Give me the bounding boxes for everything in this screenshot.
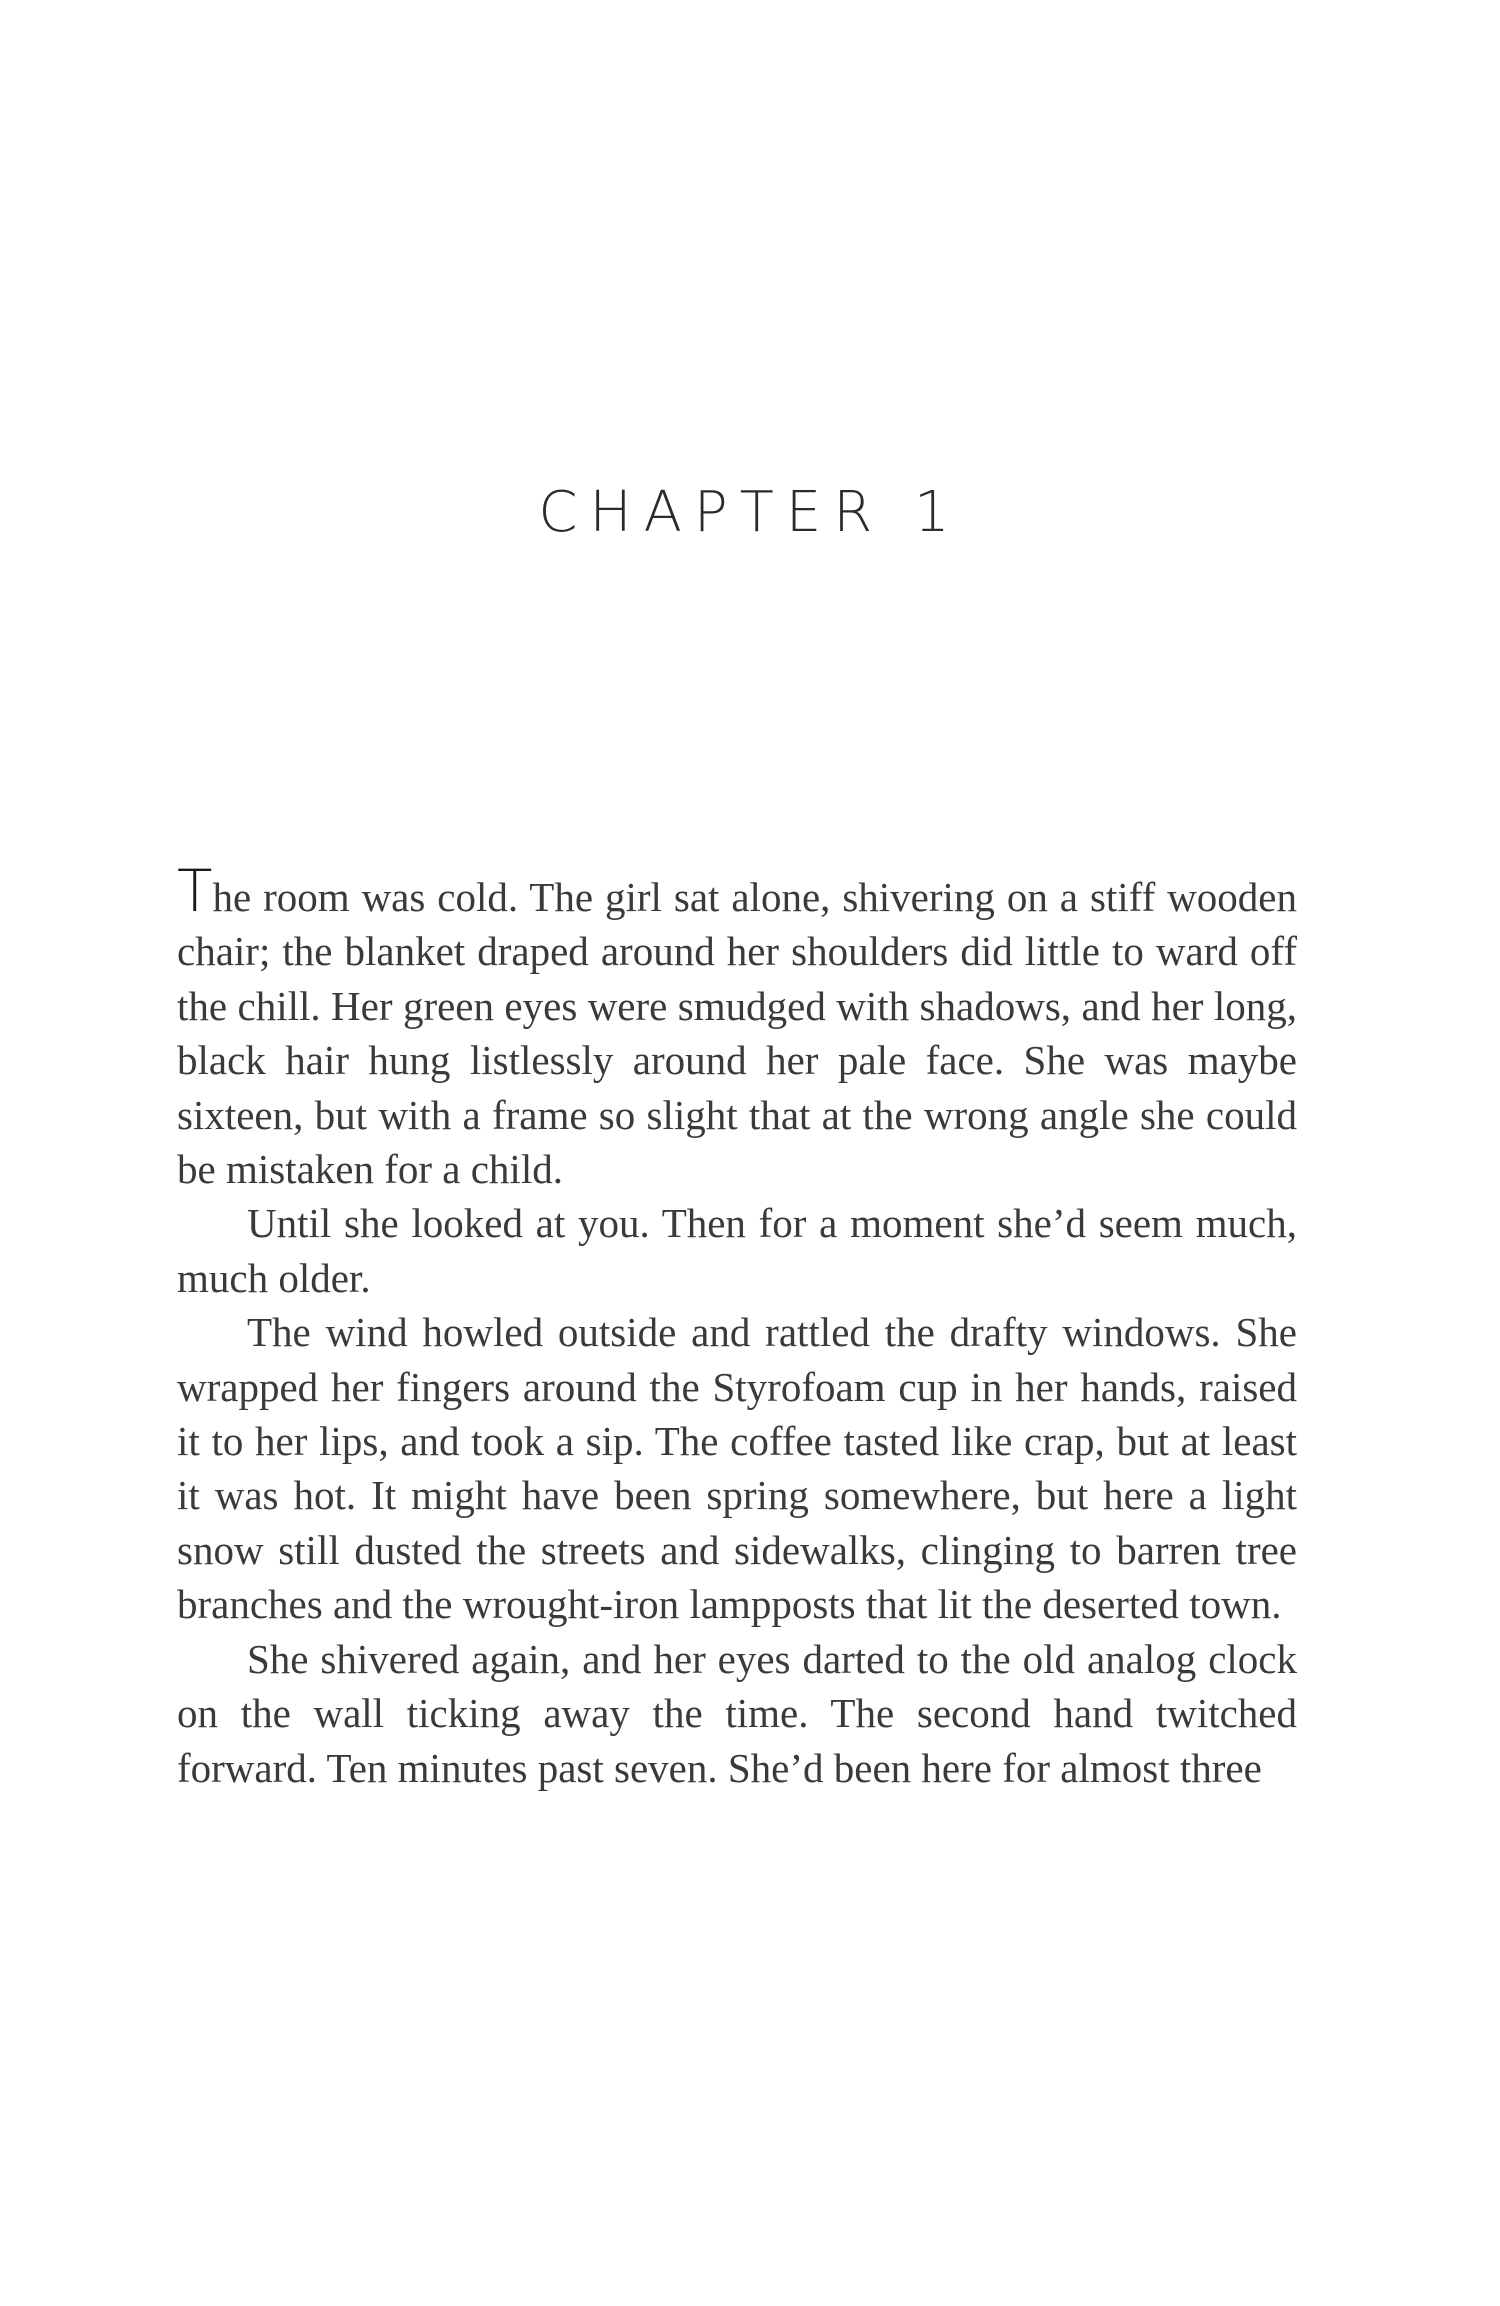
chapter-label: CHAPTER: [538, 480, 885, 545]
paragraph-1: [177, 857, 1297, 1196]
paragraph-2: Until she looked at you. Then for a moment she’d seem much, much older.: [177, 1200, 1297, 1301]
chapter-number: 1: [913, 480, 962, 545]
chapter-body: [177, 857, 1297, 1795]
paragraph-3: The wind howled outside and rattled the drafty windows. She wrapped her fingers around the Styrofoam cup in her hands, raised it to her lips, and took a sip. The coffee tasted like crap, but at least it was hot. It might have been spring somewhere, but here a light snow still dusted the streets and sidewalks, clinging to barren tree branches and the wrought-iron lampposts that lit the deserted town.: [177, 1309, 1297, 1628]
paragraph-4: She shivered again, and her eyes darted to the old analog clock on the wall ticking away the time. The second hand twitched forward. Ten minutes past seven. She’d been here for almost three: [177, 1635, 1297, 1791]
drop-cap: T: [177, 857, 213, 925]
paragraph-1-text: he room was cold. The girl sat alone, shivering on a stiff wooden chair; the blanket draped around her shoulders did little to ward off the chill. Her green eyes were smudged with shadows, and her long, black hair hung listlessly around her pale face. She was maybe sixteen, but with a frame so slight that at the wrong angle she could be mistaken for a child.: [177, 874, 1297, 1193]
chapter-heading: [0, 480, 1500, 545]
